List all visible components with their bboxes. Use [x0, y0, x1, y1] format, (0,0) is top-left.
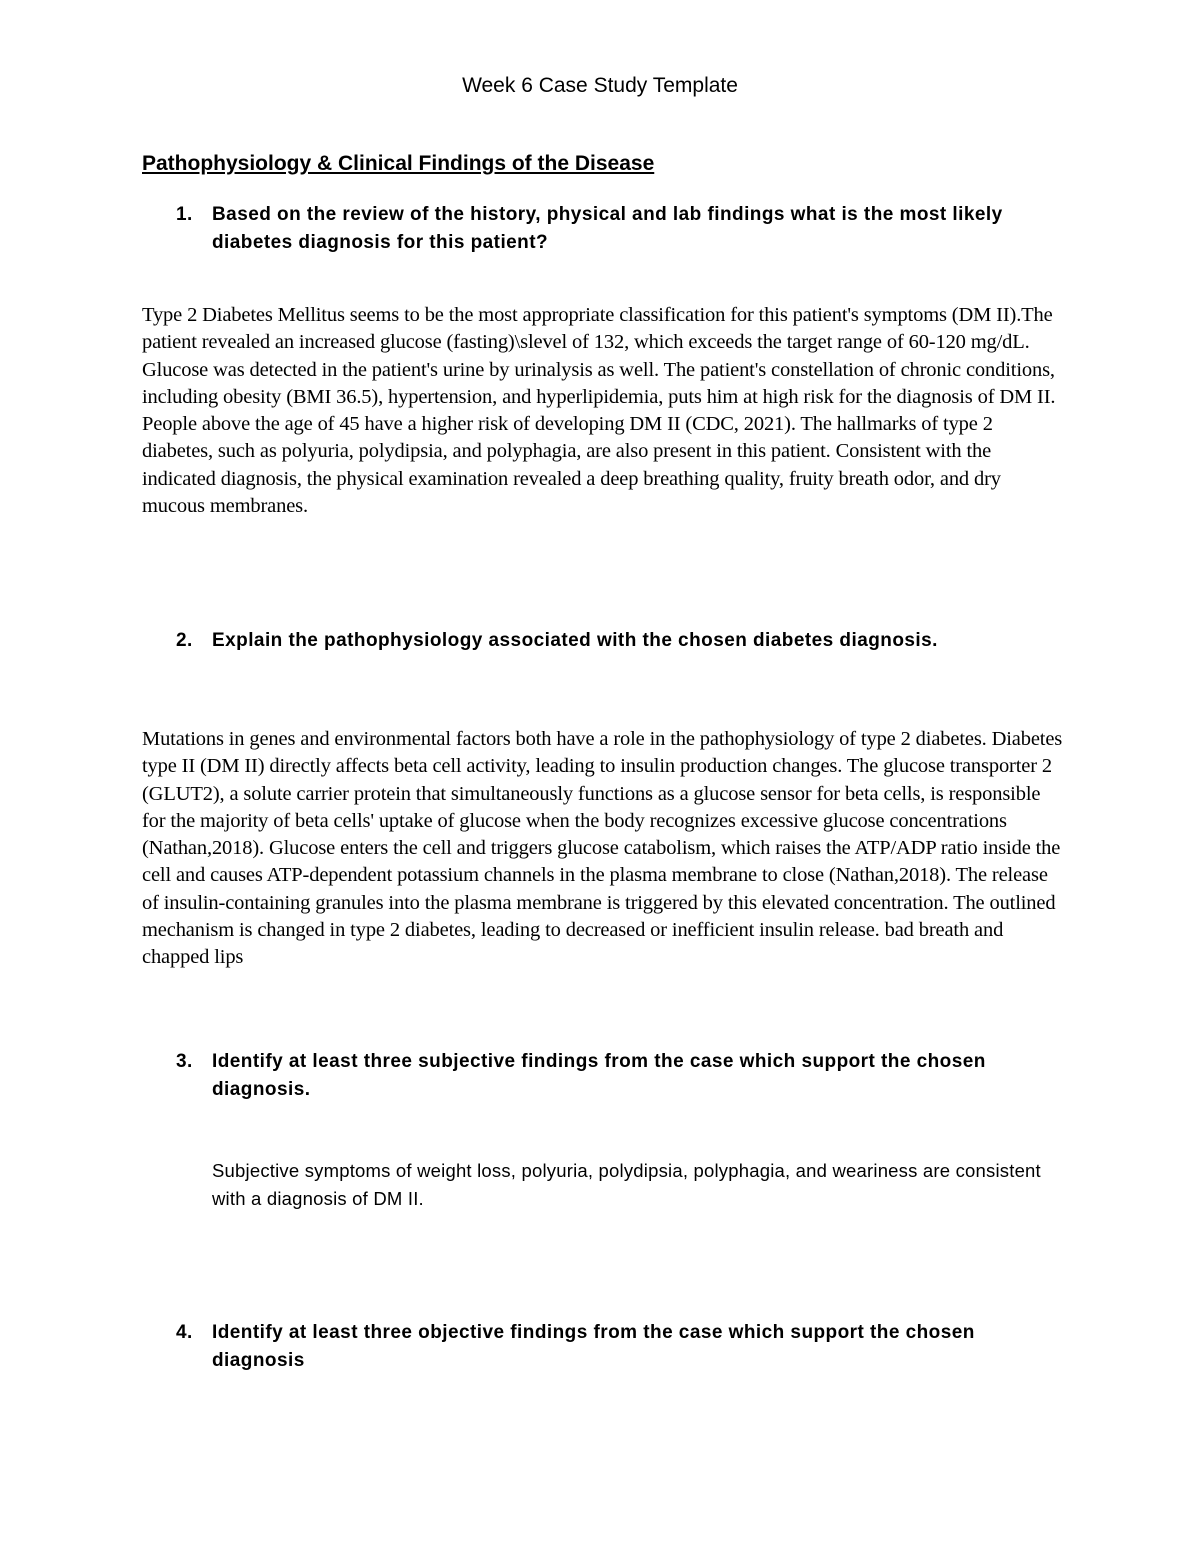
- answer-2-paragraph: Mutations in genes and environmental factors both have a role in the pathophysiology of type 2 diabetes. Diabetes type II (DM II) directly affects beta cell activity, leading to insulin production changes. The glucose transporter 2 (GLUT2), a solute carrier protein that simultaneously functions as a glucose sensor for beta cells, is responsible for the majority of beta cells' uptake of glucose when the body recognizes excessive glucose concentrations (Nathan,2018). Glucose enters the cell and triggers glucose catabolism, which raises the ATP/ADP ratio inside the cell and causes ATP-dependent potassium channels in the plasma membrane to close (Nathan,2018). The release of insulin-containing granules into the plasma membrane is triggered by this elevated concentration. The outlined mechanism is changed in type 2 diabetes, leading to decreased or inefficient insulin release. bad breath and chapped lips: [142, 728, 1063, 969]
- question-4-number: 4.: [176, 1322, 193, 1343]
- question-4: [176, 1319, 1056, 1375]
- answer-1-paragraph: Type 2 Diabetes Mellitus seems to be the most appropriate classification for this patient's symptoms (DM II).The patient revealed an increased glucose (fasting)\slevel of 132, which exceeds the target range of 60-120 mg/dL. Glucose was detected in the patient's urine by urinalysis as well. The patient's constellation of chronic conditions, including obesity (BMI 36.5), hypertension, and hyperlipidemia, puts him at high risk for the diagnosis of DM II. People above the age of 45 have a higher risk of developing DM II (CDC, 2021). The hallmarks of type 2 diabetes, such as polyuria, polydipsia, and polyphagia, are also present in this patient. Consistent with the indicated diagnosis, the physical examination revealed a deep breathing quality, fruity breath odor, and dry mucous membranes.: [142, 304, 1056, 518]
- section-heading: Pathophysiology & Clinical Findings of the Disease: [142, 152, 655, 175]
- question-2-number: 2.: [176, 630, 193, 651]
- question-1: [176, 201, 1056, 257]
- document-title: Week 6 Case Study Template: [462, 74, 738, 97]
- question-3: [176, 1048, 1056, 1104]
- question-4-text: Identify at least three objective findings from the case which support the chosen diagnosis: [212, 1322, 975, 1371]
- question-2: [176, 627, 1056, 655]
- answer-3-paragraph: Subjective symptoms of weight loss, polyuria, polydipsia, polyphagia, and weariness are consistent with a diagnosis of DM II.: [212, 1160, 1041, 1209]
- question-3-text: Identify at least three subjective findings from the case which support the chosen diagnosis.: [212, 1051, 986, 1100]
- question-1-number: 1.: [176, 204, 193, 225]
- question-3-number: 3.: [176, 1051, 193, 1072]
- question-1-text: Based on the review of the history, physical and lab findings what is the most likely diabetes diagnosis for this patient?: [212, 204, 1003, 253]
- question-2-text: Explain the pathophysiology associated with the chosen diabetes diagnosis.: [212, 630, 938, 651]
